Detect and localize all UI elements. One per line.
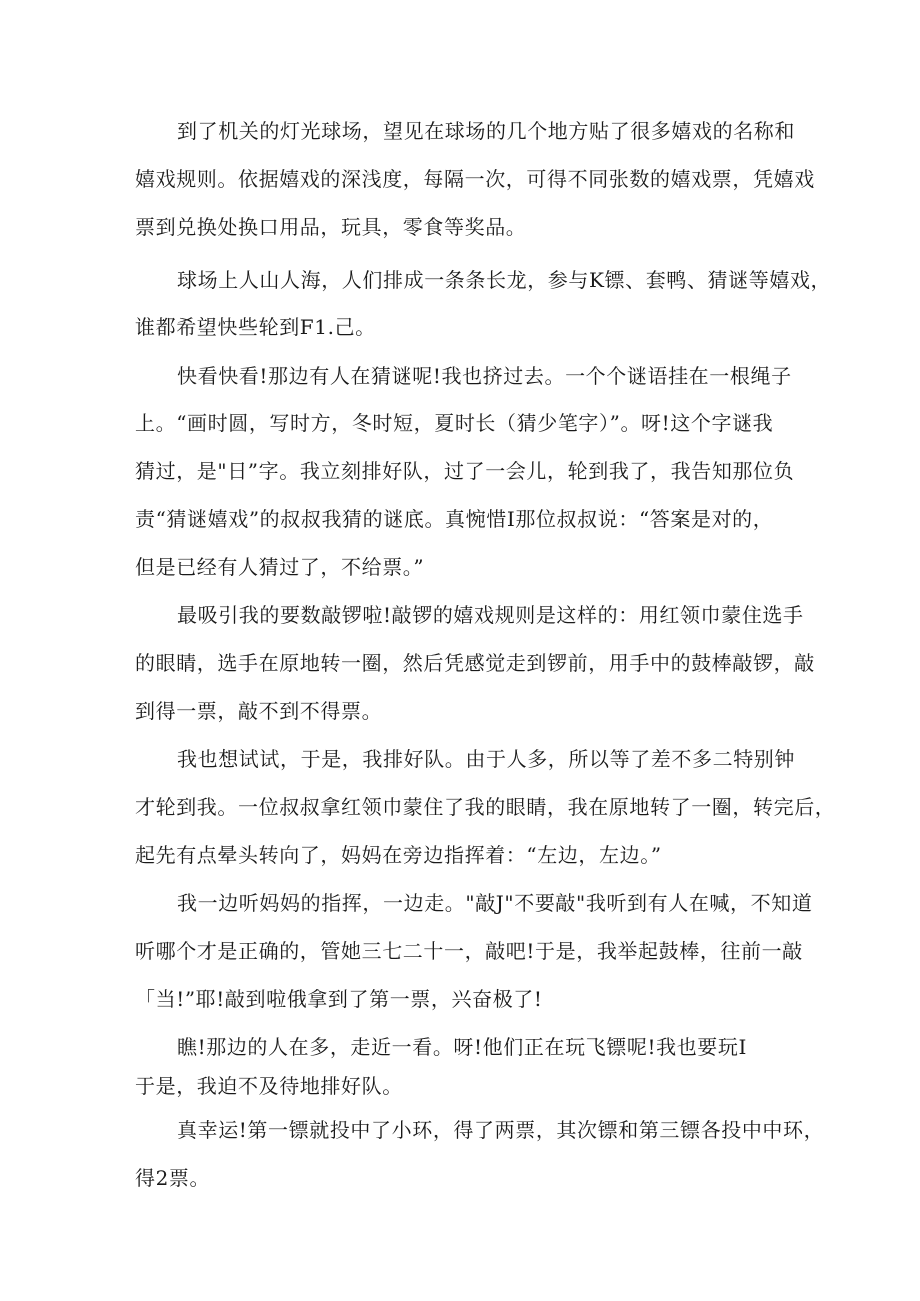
paragraph-line: 到了机关的灯光球场，望见在球场的几个地方贴了很多嬉戏的名称和 <box>177 119 795 143</box>
paragraph-line: 责“猜谜嬉戏”的叔叔我猜的谜底。真惋惜I那位叔叔说：“答案是对的， <box>135 507 774 531</box>
paragraph-line: 瞧!那边的人在多，走近一看。呀!他们正在玩飞镖呢!我也要玩I <box>177 1035 748 1059</box>
paragraph-line: 但是已经有人猜过了，不给票。” <box>135 555 425 579</box>
paragraph-line: 才轮到我。一位叔叔拿红领巾蒙住了我的眼睛，我在原地转了一圈，转完后， <box>135 795 836 819</box>
paragraph-line: 听哪个才是正确的，管她三七二十一，敲吧!于是，我举起鼓棒，往前一敲 <box>135 939 803 963</box>
paragraph-line: 到得一票，敲不到不得票。 <box>135 699 383 723</box>
paragraph-line: 的眼睛，选手在原地转一圈，然后凭感觉走到锣前，用手中的鼓棒敲锣，敲 <box>135 651 815 675</box>
paragraph-line: 猜过，是"日”字。我立刻排好队，过了一会儿，轮到我了，我告知那位负 <box>135 459 795 483</box>
paragraph-line: 谁都希望快些轮到F1.己。 <box>135 315 376 339</box>
paragraph-line: 我也想试试，于是，我排好队。由于人多，所以等了差不多二特别钟 <box>177 747 795 771</box>
paragraph-line: 得2票。 <box>135 1166 211 1190</box>
paragraph-line: 于是，我迫不及待地排好队。 <box>135 1074 403 1098</box>
paragraph-line: 最吸引我的要数敲锣啦!敲锣的嬉戏规则是这样的：用红领巾蒙住选手 <box>177 603 804 627</box>
paragraph-line: 上。“画时圆，写时方，冬时短，夏时长（猜少笔字）”。呀!这个字谜我 <box>135 411 774 435</box>
paragraph-line: 我一边听妈妈的指挥，一边走。"敲J"不要敲"我听到有人在喊，不知道 <box>177 891 813 915</box>
paragraph-line: 票到兑换处换口用品，玩具，零食等奖品。 <box>135 215 527 239</box>
paragraph-line: 嬉戏规则。依据嬉戏的深浅度，每隔一次，可得不同张数的嬉戏票，凭嬉戏 <box>135 167 815 191</box>
paragraph-line: 起先有点晕头转向了，妈妈在旁边指挥着：“左边，左边。” <box>135 843 662 867</box>
paragraph-line: 真幸运!第一镖就投中了小环，得了两票，其次镖和第三镖各投中中环， <box>177 1118 825 1142</box>
paragraph-line: 快看快看!那边有人在猜谜呢!我也挤过去。一个个谜语挂在一根绳子 <box>177 364 792 388</box>
paragraph-line: 球场上人山人海，人们排成一条条长龙，参与K镖、套鸭、猜谜等嬉戏， <box>177 268 832 292</box>
paragraph-line: 「当!”耶!敲到啦俄拿到了第一票，兴奋极了! <box>135 987 543 1011</box>
